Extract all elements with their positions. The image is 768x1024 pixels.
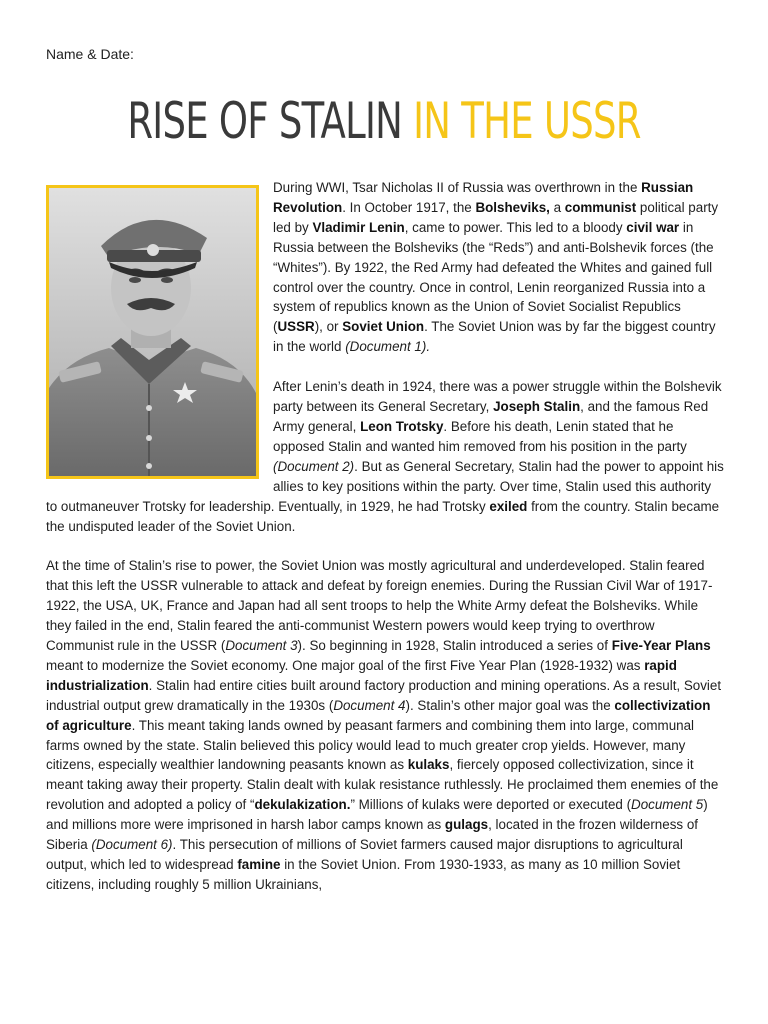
- title-accent-part: IN THE USSR: [413, 92, 641, 150]
- text-run: ) and millions more were imprisoned in harsh labor camps known as: [46, 797, 708, 833]
- page-title: [100, 88, 668, 154]
- bold-term: USSR: [277, 319, 315, 335]
- text-run: , located in the frozen wilderness of Siberia: [46, 817, 698, 853]
- bold-term: Five-Year Plans: [611, 638, 711, 654]
- text-run: in Russia between the Bolsheviks (the “Reds”) and anti-Bolshevik forces (the “Whites”). By 1922, the Red Army had defeated the Whites and gained full control over the country. Once in control, Lenin reorganized Russia into a system of republics known as the Union of Soviet Socialist Republics (: [273, 219, 714, 335]
- article-body: [46, 178, 724, 915]
- text-run: . Stalin had entire cities built around factory production and mining operations. As a result, Soviet industrial output grew dramatically in the 1930s (: [46, 677, 722, 713]
- document-reference: (Document 1).: [345, 339, 431, 355]
- text-run: political party led by: [273, 199, 719, 235]
- text-run: ” Millions of kulaks were deported or executed (: [350, 797, 632, 813]
- text-run: meant to modernize the Soviet economy. One major goal of the first Five Year Plan (1928-1932) was: [46, 657, 645, 673]
- bold-term: Russian Revolution: [273, 180, 694, 215]
- bold-term: Joseph Stalin: [493, 399, 581, 415]
- text-run: ), or: [314, 319, 343, 335]
- text-run: At the time of Stalin’s rise to power, the Soviet Union was mostly agricultural and underdeveloped. Stalin feared that this left the USSR vulnerable to attack and defeat by foreign enemies. During the Russian Civil War of 1917-1922, the USA, UK, France and Japan had all sent troops to help the White Army defeat the Bolsheviks. While they failed in the end, Stalin feared the anti-communist Western powers would keep trying to overthrow Communist rule in the USSR (: [46, 558, 713, 654]
- bold-term: Vladimir Lenin: [312, 219, 405, 235]
- document-reference: Document 4: [333, 697, 406, 713]
- paragraph: [46, 556, 724, 894]
- bold-term: civil war: [626, 219, 680, 235]
- bold-term: Leon Trotsky: [360, 418, 444, 434]
- text-run: . Before his death, Lenin stated that he opposed Stalin and wanted him removed from his position in the party: [273, 418, 687, 454]
- text-run: in the Soviet Union. From 1930-1933, as many as 10 million Soviet citizens, including roughly 5 million Ukrainians,: [46, 857, 681, 892]
- name-date-label: Name & Date:: [46, 46, 134, 62]
- text-run: ). So beginning in 1928, Stalin introduced a series of: [297, 638, 612, 654]
- text-run: , fiercely opposed collectivization, since it meant taking away their property. Stalin dealt with kulak resistance ruthlessly. He proclaimed them enemies of the revolution and adopted a policy of “: [46, 757, 719, 813]
- photo-wrap-spacer: [46, 178, 259, 482]
- document-reference: Document 3: [225, 638, 298, 654]
- text-run: from the country. Stalin became the undisputed leader of the Soviet Union.: [46, 498, 720, 534]
- bold-term: collectivization of agriculture: [46, 697, 711, 733]
- document-reference: (Document 2): [273, 458, 355, 474]
- document-reference: (Document 6): [91, 837, 173, 853]
- bold-term: communist: [564, 199, 637, 215]
- text-run: . In October 1917, the: [342, 199, 476, 215]
- text-run: . This persecution of millions of Soviet farmers caused major disruptions to agricultural output, which led to widespread: [46, 837, 683, 872]
- title-dark-part: RISE OF STALIN: [127, 92, 403, 150]
- text-run: a: [549, 199, 565, 215]
- bold-term: rapid industrialization: [46, 657, 677, 693]
- bold-term: Soviet Union: [342, 319, 425, 335]
- text-run: During WWI, Tsar Nicholas II of Russia was overthrown in the: [273, 180, 642, 195]
- bold-term: exiled: [489, 498, 528, 514]
- bold-term: gulags: [444, 817, 489, 833]
- text-run: ). Stalin’s other major goal was the: [405, 697, 615, 713]
- text-run: , came to power. This led to a bloody: [404, 219, 627, 235]
- text-run: , and the famous Red Army general,: [273, 399, 709, 434]
- document-reference: Document 5: [631, 797, 704, 813]
- text-run: . The Soviet Union was by far the biggest country in the world: [273, 319, 716, 355]
- bold-term: dekulakization.: [254, 797, 351, 813]
- text-run: . This meant taking lands owned by peasant farmers and combining them into large, communal farms owned by the state. Stalin believed this policy would lead to much greater crop yields. However, many citizens, especially wealthier landowning peasants known as: [46, 717, 695, 773]
- text-run: . But as General Secretary, Stalin had the power to appoint his allies to key positions within the party. Over time, Stalin used this authority to outmaneuver Trotsky for leadership. Eventually, in 1929, he had Trotsky: [46, 458, 724, 514]
- bold-term: kulaks: [407, 757, 450, 773]
- text-run: After Lenin’s death in 1924, there was a power struggle within the Bolshevik party between its General Secretary,: [273, 379, 722, 415]
- bold-term: Bolsheviks,: [475, 199, 550, 215]
- bold-term: famine: [237, 857, 281, 872]
